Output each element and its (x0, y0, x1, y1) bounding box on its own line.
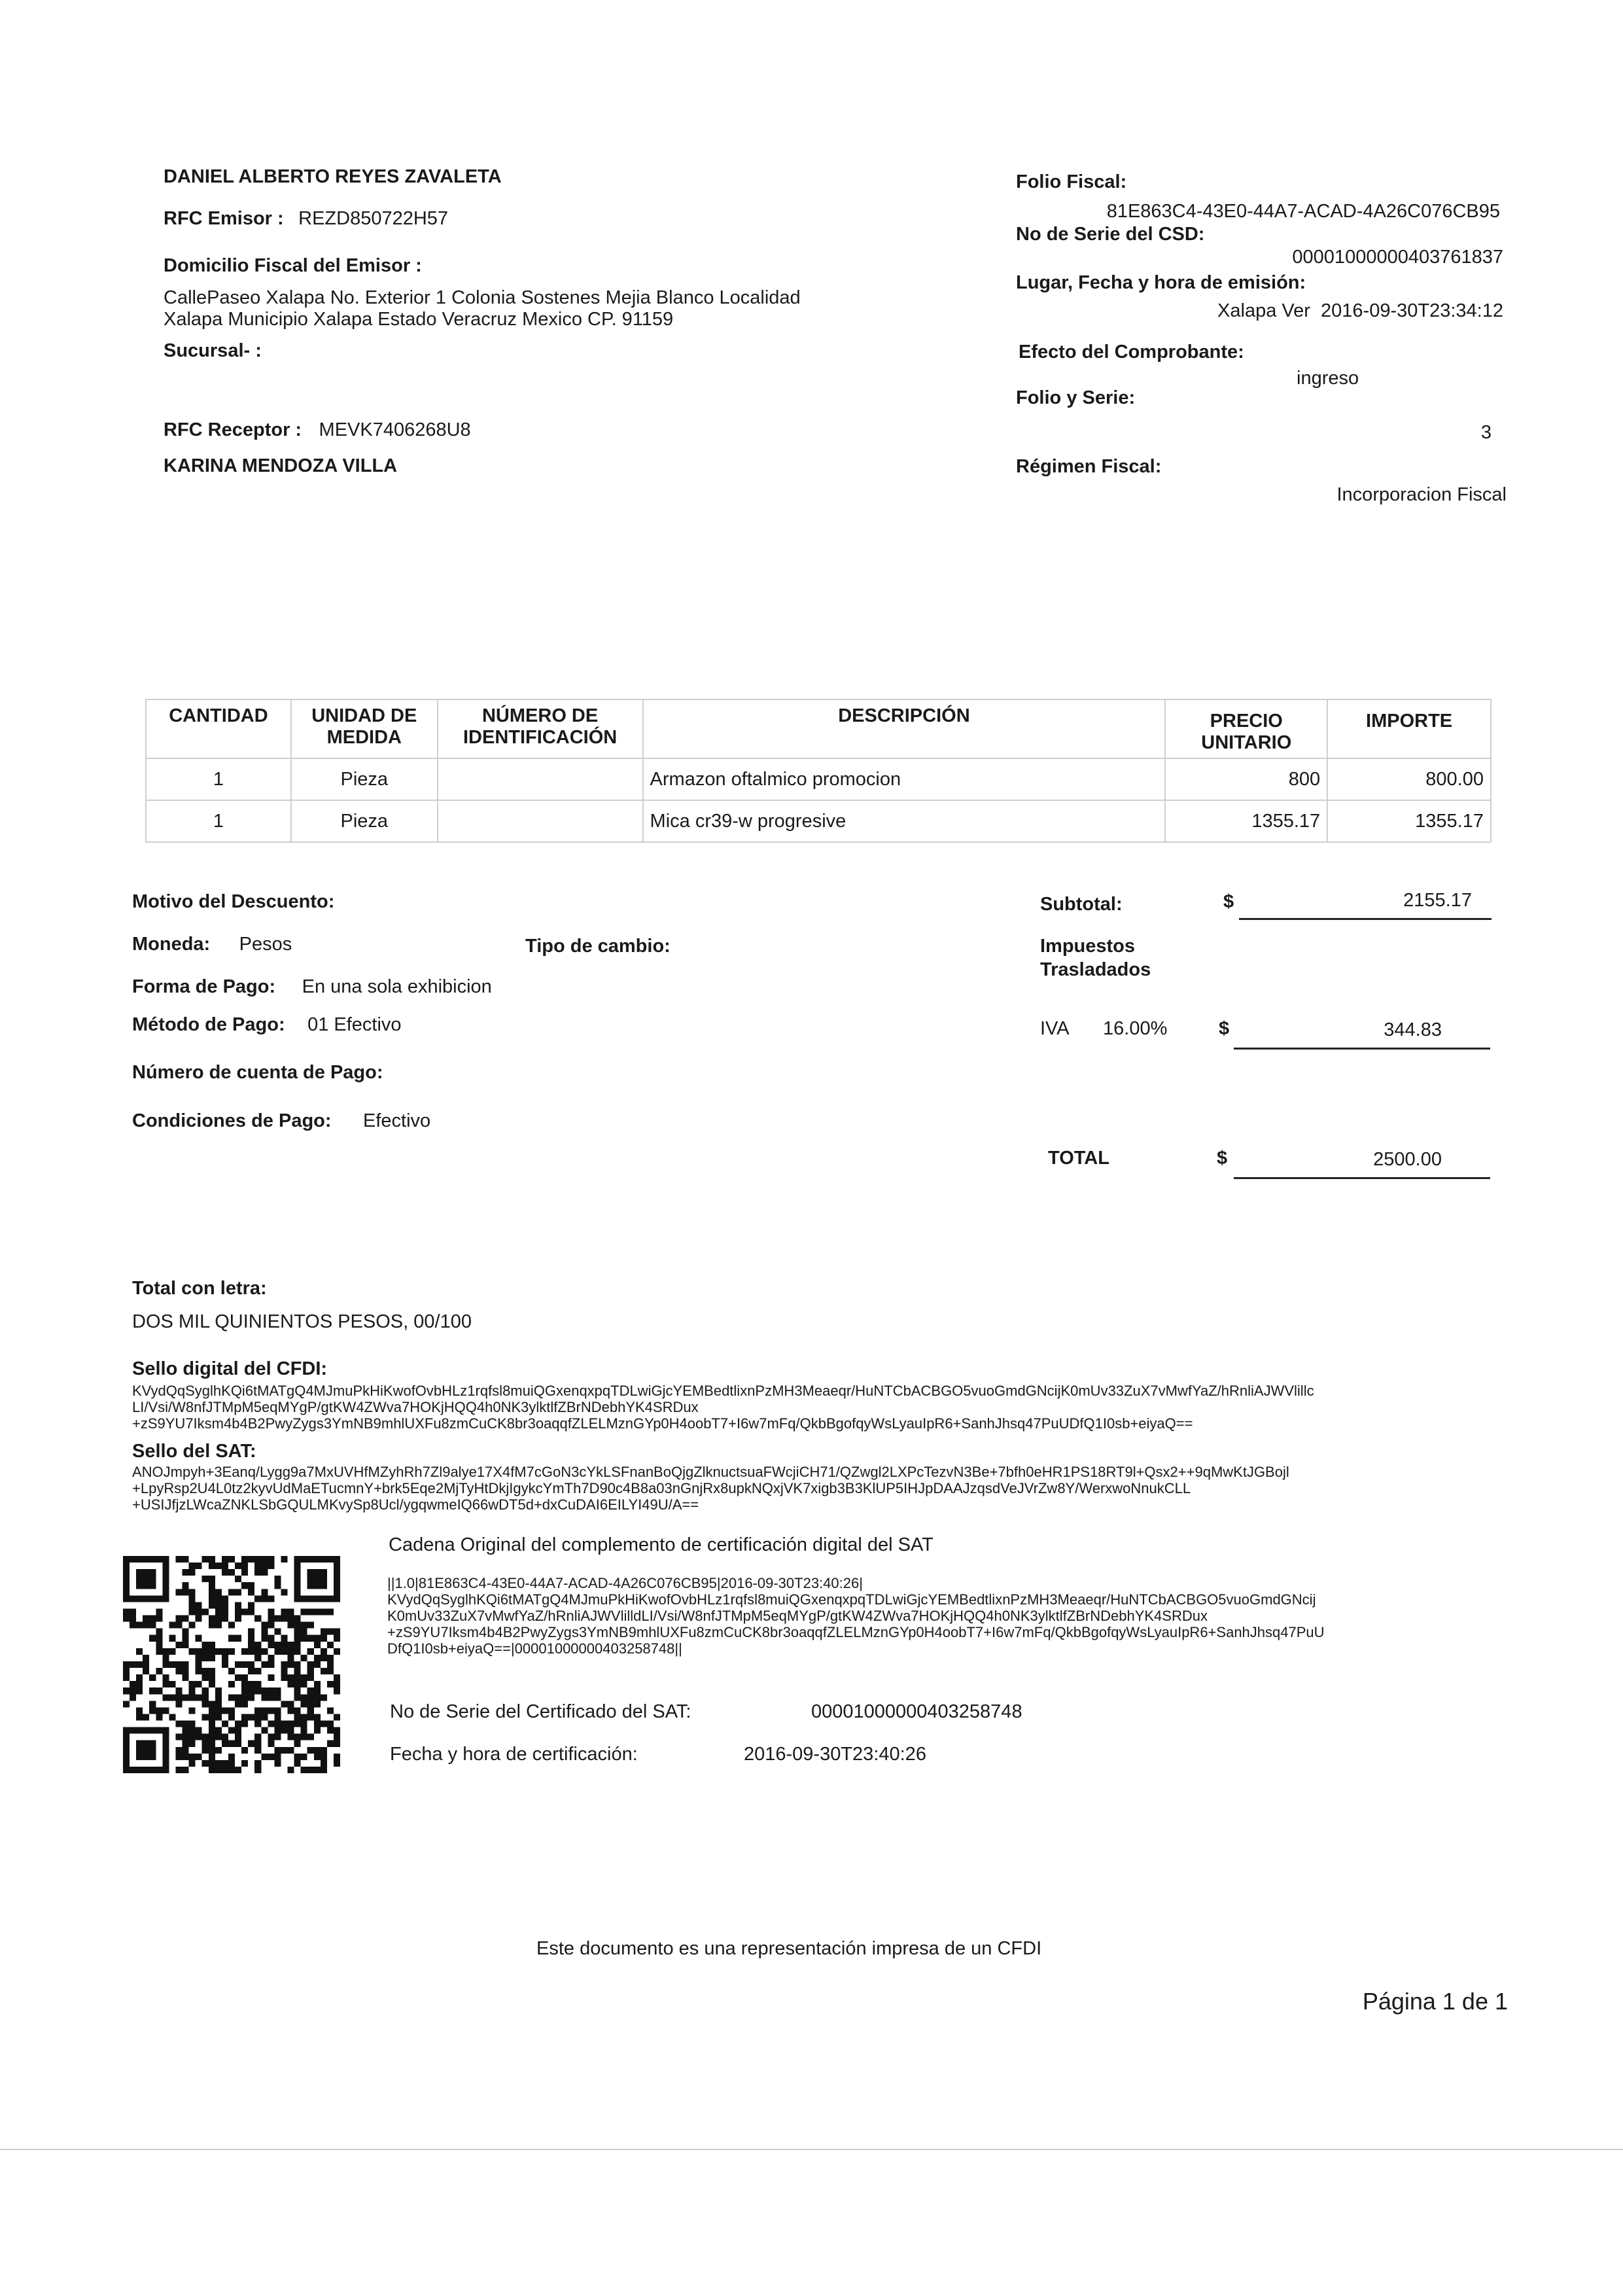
column-header: DESCRIPCIÓN (643, 699, 1166, 758)
folio-fiscal: 81E863C4-43E0-44A7-ACAD-4A26C076CB95 (1106, 201, 1500, 222)
cert-fecha-label: Fecha y hora de certificación: (390, 1744, 638, 1765)
sello-sat (132, 1464, 1375, 1513)
iva-value: 344.83 (1234, 1019, 1490, 1050)
column-header: PRECIO UNITARIO (1165, 699, 1327, 758)
cert-serie-label: No de Serie del Certificado del SAT: (390, 1701, 691, 1722)
cadena-line: ||1.0|81E863C4-43E0-44A7-ACAD-4A26C076CB95|2016-09-30T23:40:26| (387, 1575, 863, 1591)
cadena-title: Cadena Original del complemento de certificación digital del SAT (389, 1534, 934, 1555)
sello-cfdi-line: +zS9YU7Iksm4b4B2PwyZygs3YmNB9mhlUXFu8zmCuCK8br3oaqqfZLELMznGYp0H4oobT7+I6w7mFq/QkbBgofqyWsLyauIpR6+SanhJhsq47PuUDfQ1I0sb+eiyaQ== (132, 1415, 1193, 1432)
domicilio-line2: Xalapa Municipio Xalapa Estado Veracruz Mexico CP. 91159 (164, 309, 674, 330)
cell-precio: 800 (1165, 758, 1327, 800)
qr-code (123, 1556, 340, 1773)
sello-cfdi-line: KVydQqSyglhKQi6tMATgQ4MJmuPkHiKwofOvbHLz1rqfsl8muiQGxenqxpqTDLwiGjcYEMBedtlixnPzMH3Meaeqr/HuNTCbACBGO5vuoGmdGNcijK0mUv33ZuX7vMwfYaZ/hRnliAJWVlillc (132, 1383, 1314, 1399)
cell-descripcion: Mica cr39-w progresive (643, 800, 1166, 842)
lugar-label: Lugar, Fecha y hora de emisión: (1016, 272, 1306, 293)
serie-csd-label: No de Serie del CSD: (1016, 224, 1205, 245)
condiciones-label: Condiciones de Pago: (132, 1110, 332, 1131)
cadena-original (387, 1575, 1395, 1657)
iva-label: IVA (1040, 1018, 1070, 1039)
condiciones: Efectivo (362, 1110, 431, 1131)
moneda: Pesos (239, 934, 292, 955)
column-header: CANTIDAD (146, 699, 291, 758)
cell-unidad: Pieza (291, 758, 438, 800)
cadena-line: K0mUv33ZuX7vMwfYaZ/hRnliAJWVlilldLI/Vsi/W8nfJTMpM5eqMYgP/gtKW4ZWva7HOKjHQQ4h0NK3ylktlfZBrNDebhYK4SRDux (387, 1608, 1208, 1624)
receptor-rfc-label: RFC Receptor : (164, 419, 302, 440)
column-header: IMPORTE (1327, 699, 1491, 758)
footer-note: Este documento es una representación impresa de un CFDI (536, 1938, 1042, 1959)
sello-cfdi-line: LI/Vsi/W8nfJTMpM5eqMYgP/gtKW4ZWva7HOKjHQQ4h0NK3ylktlfZBrNDebhYK4SRDux (132, 1399, 699, 1415)
table-header-row (146, 699, 1491, 758)
total-label: TOTAL (1048, 1148, 1109, 1169)
currency-symbol: $ (1217, 1148, 1228, 1169)
forma-label: Forma de Pago: (132, 976, 276, 997)
folio-serie-label: Folio y Serie: (1016, 387, 1136, 408)
metodo-label: Método de Pago: (132, 1014, 285, 1035)
serie-csd: 00001000000403761837 (1292, 247, 1503, 268)
sello-cfdi (132, 1383, 1375, 1432)
items-table (145, 699, 1492, 843)
efecto: ingreso (1297, 368, 1359, 389)
total-value: 2500.00 (1234, 1149, 1490, 1179)
cadena-line: +zS9YU7Iksm4b4B2PwyZygs3YmNB9mhlUXFu8zmCuCK8br3oaqqfZLELMznGYp0H4oobT7+I6w7mFq/QkbBgofqyWsLyauIpR6+SanhJhsq47PuU (387, 1624, 1325, 1640)
receptor-rfc-row (164, 419, 471, 441)
emisor-rfc-label: RFC Emisor : (164, 208, 284, 229)
cell-unidad: Pieza (291, 800, 438, 842)
cadena-line: DfQ1I0sb+eiyaQ==|00001000000403258748|| (387, 1640, 682, 1657)
regimen: Incorporacion Fiscal (1336, 484, 1507, 505)
page-number: Página 1 de 1 (1362, 1988, 1508, 2015)
table-row (146, 800, 1491, 842)
column-header: NÚMERO DE IDENTIFICACIÓN (438, 699, 643, 758)
metodo-row (132, 1014, 402, 1036)
cell-importe: 800.00 (1327, 758, 1491, 800)
sello-sat-line: ANOJmpyh+3Eanq/Lygg9a7MxUVHfMZyhRh7Zl9alye17X4fM7cGoN3cYkLSFnanBoQjgZlknuctsuaFWcjiCH71/QZwgl2LXPcTezvN3Be+7bfh0eHR1PS18RT9l+Qsx2++9qMwKtJGBojl (132, 1464, 1289, 1480)
subtotal-value: 2155.17 (1239, 890, 1492, 920)
lugar-fecha: Xalapa Ver 2016-09-30T23:34:12 (1217, 300, 1503, 321)
cell-numero (438, 800, 643, 842)
emisor-rfc: REZD850722H57 (298, 208, 449, 229)
metodo-pago: 01 Efectivo (307, 1014, 402, 1035)
iva-rate: 16.00% (1103, 1018, 1168, 1039)
currency-symbol: $ (1219, 1018, 1230, 1039)
letra-value: DOS MIL QUINIENTOS PESOS, 00/100 (132, 1311, 472, 1332)
forma-pago: En una sola exhibicion (302, 976, 492, 997)
sello-sat-line: +LpyRsp2U4L0tz2kyvUdMaETucmnY+brk5Eqe2MjTyHtDkjIgykcYmTh7D90c4B8a03nGnjRx8upkNQxjVK7xigb3B3KlUP5IHJpDAAJzqsdVeJVrZw8Y/WerxwoNnukCLL (132, 1480, 1191, 1496)
sucursal-label: Sucursal- : (164, 340, 262, 361)
folio-fiscal-label: Folio Fiscal: (1016, 171, 1127, 192)
motivo-label: Motivo del Descuento: (132, 891, 335, 912)
sello-cfdi-label: Sello digital del CFDI: (132, 1358, 328, 1379)
cell-importe: 1355.17 (1327, 800, 1491, 842)
condiciones-row (132, 1110, 430, 1132)
receptor-rfc: MEVK7406268U8 (319, 419, 471, 440)
cert-serie: 00001000000403258748 (811, 1701, 1022, 1722)
impuestos-label-1: Impuestos (1040, 936, 1136, 957)
subtotal-label: Subtotal: (1040, 894, 1123, 915)
emisor-rfc-row (164, 208, 448, 230)
table-row (146, 758, 1491, 800)
domicilio-line1: CallePaseo Xalapa No. Exterior 1 Colonia Sostenes Mejia Blanco Localidad (164, 287, 801, 308)
cell-numero (438, 758, 643, 800)
scan-edge-line (0, 2149, 1623, 2150)
cuenta-label: Número de cuenta de Pago: (132, 1062, 383, 1083)
cell-precio: 1355.17 (1165, 800, 1327, 842)
column-header: UNIDAD DE MEDIDA (291, 699, 438, 758)
folio-serie: 3 (1480, 422, 1492, 443)
receptor-nombre: KARINA MENDOZA VILLA (164, 455, 398, 476)
moneda-label: Moneda: (132, 934, 211, 955)
cert-fecha: 2016-09-30T23:40:26 (744, 1744, 926, 1765)
tipo-cambio-label: Tipo de cambio: (525, 936, 671, 957)
forma-row (132, 976, 492, 998)
currency-symbol: $ (1223, 891, 1234, 912)
letra-label: Total con letra: (132, 1278, 267, 1299)
emisor-nombre: DANIEL ALBERTO REYES ZAVALETA (164, 166, 502, 187)
cell-cantidad: 1 (146, 758, 291, 800)
domicilio-label: Domicilio Fiscal del Emisor : (164, 255, 422, 276)
sello-sat-line: +USIJfjzLWcaZNKLSbGQULMKvySp8Ucl/ygqwmeIQ66wDT5d+dxCuDAI6EILYI49U/A== (132, 1496, 699, 1513)
efecto-label: Efecto del Comprobante: (1019, 342, 1244, 362)
regimen-label: Régimen Fiscal: (1016, 456, 1162, 477)
sello-sat-label: Sello del SAT: (132, 1441, 256, 1462)
cadena-line: KVydQqSyglhKQi6tMATgQ4MJmuPkHiKwofOvbHLz1rqfsl8muiQGxenqxpqTDLwiGjcYEMBedtlixnPzMH3Meaeqr/HuNTCbACBGO5vuoGmdGNcij (387, 1591, 1316, 1608)
cell-cantidad: 1 (146, 800, 291, 842)
moneda-row (132, 934, 292, 955)
cell-descripcion: Armazon oftalmico promocion (643, 758, 1166, 800)
impuestos-label-2: Trasladados (1040, 959, 1151, 980)
